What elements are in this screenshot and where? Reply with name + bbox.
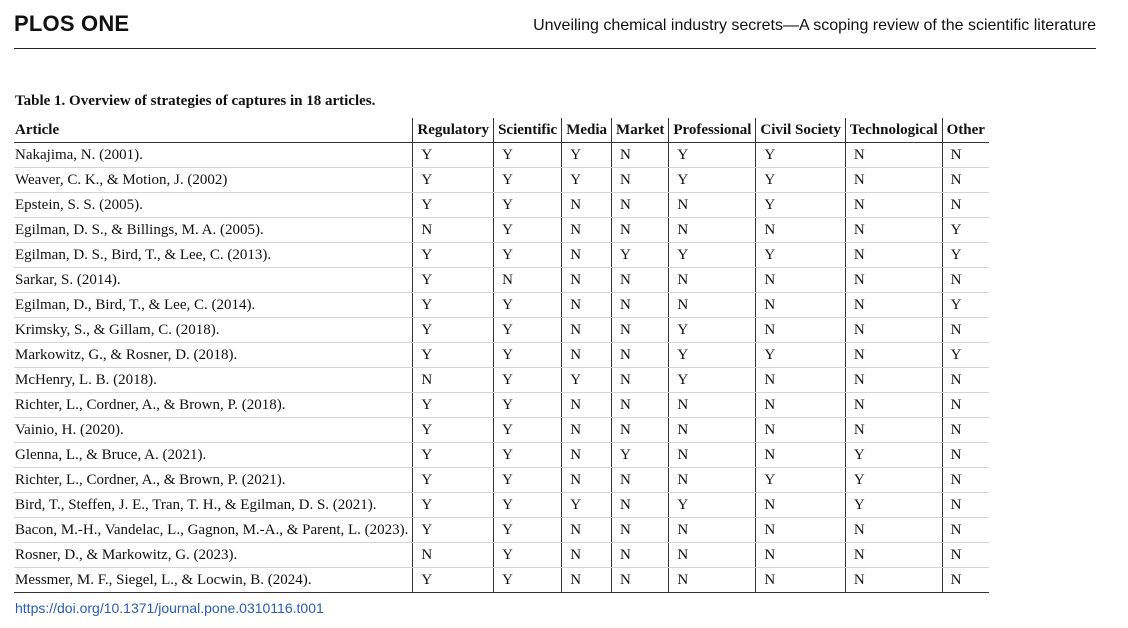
strategy-cell: Y xyxy=(494,143,562,168)
strategy-cell: Y xyxy=(669,368,756,393)
strategy-cell: N xyxy=(612,368,669,393)
strategy-cell: N xyxy=(942,143,989,168)
table-row xyxy=(14,343,989,368)
table-row xyxy=(14,143,989,168)
strategy-cell: Y xyxy=(756,468,845,493)
table-row xyxy=(14,218,989,243)
strategy-cell: N xyxy=(942,193,989,218)
table-row xyxy=(14,393,989,418)
table-row xyxy=(14,168,989,193)
strategy-cell: N xyxy=(612,143,669,168)
strategy-cell: N xyxy=(942,168,989,193)
strategy-cell: N xyxy=(756,493,845,518)
strategy-cell: N xyxy=(562,393,612,418)
strategy-cell: N xyxy=(756,318,845,343)
strategy-cell: Y xyxy=(494,443,562,468)
strategy-cell: N xyxy=(612,393,669,418)
journal-name: PLOS ONE xyxy=(14,11,130,36)
column-header-media: Media xyxy=(562,118,612,143)
strategy-cell: N xyxy=(413,368,494,393)
strategy-cell: N xyxy=(612,318,669,343)
article-cell: Krimsky, S., & Gillam, C. (2018). xyxy=(14,318,413,343)
strategy-cell: N xyxy=(562,343,612,368)
strategy-cell: Y xyxy=(494,543,562,568)
column-header-other: Other xyxy=(942,118,989,143)
strategy-cell: Y xyxy=(413,343,494,368)
strategy-cell: N xyxy=(669,543,756,568)
article-cell: Weaver, C. K., & Motion, J. (2002) xyxy=(14,168,413,193)
strategy-cell: N xyxy=(612,293,669,318)
table-row xyxy=(14,493,989,518)
article-cell: Bacon, M.-H., Vandelac, L., Gagnon, M.-A., & Parent, L. (2023). xyxy=(14,518,413,543)
table-caption: Table 1. Overview of strategies of captures in 18 articles. xyxy=(15,93,376,109)
strategy-cell: Y xyxy=(562,368,612,393)
strategy-cell: N xyxy=(942,443,989,468)
strategy-cell: N xyxy=(562,218,612,243)
strategy-cell: N xyxy=(562,193,612,218)
strategy-cell: Y xyxy=(942,243,989,268)
strategy-cell: N xyxy=(942,318,989,343)
strategy-cell: Y xyxy=(494,218,562,243)
article-cell: Richter, L., Cordner, A., & Brown, P. (2018). xyxy=(14,393,413,418)
strategy-cell: N xyxy=(669,193,756,218)
strategy-cell: Y xyxy=(413,143,494,168)
column-header-technological: Technological xyxy=(845,118,942,143)
strategy-cell: Y xyxy=(494,168,562,193)
strategy-cell: N xyxy=(669,418,756,443)
strategy-cell: N xyxy=(756,518,845,543)
strategy-cell: N xyxy=(845,543,942,568)
table-body xyxy=(14,143,989,593)
strategy-cell: N xyxy=(562,518,612,543)
strategy-cell: Y xyxy=(494,418,562,443)
column-header-civil-society: Civil Society xyxy=(756,118,845,143)
strategy-cell: Y xyxy=(413,243,494,268)
strategy-cell: N xyxy=(942,268,989,293)
strategy-cell: N xyxy=(942,468,989,493)
strategy-cell: N xyxy=(756,543,845,568)
strategy-cell: N xyxy=(669,393,756,418)
strategy-cell: N xyxy=(942,543,989,568)
article-cell: Richter, L., Cordner, A., & Brown, P. (2021). xyxy=(14,468,413,493)
table-row xyxy=(14,418,989,443)
strategy-cell: Y xyxy=(413,268,494,293)
strategy-cell: N xyxy=(612,343,669,368)
strategy-cell: N xyxy=(942,393,989,418)
article-cell: Sarkar, S. (2014). xyxy=(14,268,413,293)
strategy-cell: N xyxy=(845,518,942,543)
table-row xyxy=(14,318,989,343)
strategy-cell: N xyxy=(942,568,989,593)
article-cell: Markowitz, G., & Rosner, D. (2018). xyxy=(14,343,413,368)
strategy-cell: N xyxy=(756,293,845,318)
strategy-cell: N xyxy=(612,543,669,568)
strategy-cell: N xyxy=(756,218,845,243)
strategy-cell: Y xyxy=(756,243,845,268)
strategy-cell: N xyxy=(413,543,494,568)
strategy-cell: N xyxy=(756,443,845,468)
table-row xyxy=(14,543,989,568)
strategy-cell: N xyxy=(612,518,669,543)
strategy-cell: Y xyxy=(413,393,494,418)
strategy-cell: N xyxy=(756,368,845,393)
strategy-cell: Y xyxy=(413,418,494,443)
article-cell: Glenna, L., & Bruce, A. (2021). xyxy=(14,443,413,468)
table-row xyxy=(14,243,989,268)
strategy-cell: Y xyxy=(413,568,494,593)
strategy-cell: Y xyxy=(494,293,562,318)
strategy-cell: Y xyxy=(494,318,562,343)
strategy-cell: Y xyxy=(413,193,494,218)
strategy-cell: Y xyxy=(669,243,756,268)
strategy-cell: Y xyxy=(845,468,942,493)
table-row xyxy=(14,268,989,293)
strategy-cell: N xyxy=(669,443,756,468)
strategy-cell: Y xyxy=(413,443,494,468)
strategies-table xyxy=(14,118,989,593)
strategy-cell: N xyxy=(845,318,942,343)
table-row xyxy=(14,443,989,468)
strategy-cell: Y xyxy=(942,343,989,368)
article-cell: Rosner, D., & Markowitz, G. (2023). xyxy=(14,543,413,568)
strategy-cell: N xyxy=(845,268,942,293)
strategy-cell: N xyxy=(669,268,756,293)
running-title: Unveiling chemical industry secrets—A scoping review of the scientific literature xyxy=(533,17,1096,34)
strategy-cell: Y xyxy=(494,568,562,593)
strategy-cell: N xyxy=(562,268,612,293)
strategy-cell: N xyxy=(756,268,845,293)
strategy-cell: N xyxy=(612,193,669,218)
strategy-cell: Y xyxy=(669,343,756,368)
strategy-cell: Y xyxy=(756,193,845,218)
strategy-cell: Y xyxy=(413,518,494,543)
strategy-cell: N xyxy=(845,293,942,318)
strategy-cell: Y xyxy=(494,243,562,268)
strategy-cell: N xyxy=(494,268,562,293)
table-row xyxy=(14,518,989,543)
header-rule xyxy=(14,48,1096,49)
strategy-cell: Y xyxy=(413,468,494,493)
strategy-cell: N xyxy=(942,518,989,543)
strategy-cell: Y xyxy=(845,493,942,518)
strategy-cell: Y xyxy=(669,143,756,168)
strategy-cell: N xyxy=(845,218,942,243)
strategy-cell: Y xyxy=(413,493,494,518)
strategy-cell: Y xyxy=(494,193,562,218)
strategy-cell: N xyxy=(756,568,845,593)
strategy-cell: Y xyxy=(612,443,669,468)
strategy-cell: N xyxy=(562,418,612,443)
strategy-cell: N xyxy=(562,543,612,568)
strategy-cell: N xyxy=(612,168,669,193)
strategy-cell: N xyxy=(562,243,612,268)
strategy-cell: Y xyxy=(494,518,562,543)
article-cell: Nakajima, N. (2001). xyxy=(14,143,413,168)
strategy-cell: N xyxy=(612,418,669,443)
strategy-cell: N xyxy=(562,568,612,593)
strategy-cell: N xyxy=(612,268,669,293)
strategy-cell: N xyxy=(845,568,942,593)
strategy-cell: Y xyxy=(756,143,845,168)
strategy-cell: Y xyxy=(413,293,494,318)
strategy-cell: N xyxy=(413,218,494,243)
strategy-cell: Y xyxy=(669,493,756,518)
article-cell: Bird, T., Steffen, J. E., Tran, T. H., & Egilman, D. S. (2021). xyxy=(14,493,413,518)
strategy-cell: Y xyxy=(669,318,756,343)
strategy-cell: Y xyxy=(494,343,562,368)
strategy-cell: Y xyxy=(562,168,612,193)
strategy-cell: N xyxy=(562,318,612,343)
strategy-cell: N xyxy=(756,393,845,418)
strategy-cell: Y xyxy=(562,143,612,168)
column-header-professional: Professional xyxy=(669,118,756,143)
strategy-cell: N xyxy=(756,418,845,443)
strategy-cell: Y xyxy=(494,493,562,518)
strategy-cell: N xyxy=(669,218,756,243)
strategy-cell: Y xyxy=(562,493,612,518)
strategy-cell: Y xyxy=(413,168,494,193)
article-cell: Epstein, S. S. (2005). xyxy=(14,193,413,218)
article-cell: McHenry, L. B. (2018). xyxy=(14,368,413,393)
article-cell: Egilman, D. S., Bird, T., & Lee, C. (2013). xyxy=(14,243,413,268)
strategy-cell: Y xyxy=(669,168,756,193)
table-row xyxy=(14,468,989,493)
strategy-cell: N xyxy=(612,218,669,243)
strategy-cell: N xyxy=(942,368,989,393)
strategy-cell: Y xyxy=(942,293,989,318)
doi-link[interactable]: https://doi.org/10.1371/journal.pone.0310116.t001 xyxy=(15,600,324,616)
strategy-cell: Y xyxy=(942,218,989,243)
strategy-cell: Y xyxy=(413,318,494,343)
strategy-cell: N xyxy=(612,493,669,518)
strategy-cell: N xyxy=(562,293,612,318)
strategy-cell: N xyxy=(669,568,756,593)
strategy-cell: Y xyxy=(756,343,845,368)
table-row xyxy=(14,568,989,593)
strategy-cell: N xyxy=(942,493,989,518)
strategy-cell: N xyxy=(845,243,942,268)
strategy-cell: Y xyxy=(845,443,942,468)
strategy-cell: N xyxy=(562,468,612,493)
strategy-cell: N xyxy=(669,518,756,543)
strategy-cell: N xyxy=(845,193,942,218)
column-header-scientific: Scientific xyxy=(494,118,562,143)
table-header-row xyxy=(14,118,989,143)
strategy-cell: Y xyxy=(756,168,845,193)
column-header-regulatory: Regulatory xyxy=(413,118,494,143)
strategy-cell: N xyxy=(845,143,942,168)
strategy-cell: Y xyxy=(494,368,562,393)
strategy-cell: N xyxy=(669,293,756,318)
table-row xyxy=(14,293,989,318)
strategy-cell: N xyxy=(845,393,942,418)
table-row xyxy=(14,193,989,218)
article-cell: Egilman, D., Bird, T., & Lee, C. (2014). xyxy=(14,293,413,318)
strategy-cell: N xyxy=(845,168,942,193)
article-cell: Egilman, D. S., & Billings, M. A. (2005). xyxy=(14,218,413,243)
strategy-cell: N xyxy=(612,468,669,493)
strategy-cell: N xyxy=(942,418,989,443)
strategy-cell: N xyxy=(845,343,942,368)
strategy-cell: Y xyxy=(494,393,562,418)
strategy-cell: Y xyxy=(612,243,669,268)
strategy-cell: N xyxy=(612,568,669,593)
strategy-cell: N xyxy=(562,443,612,468)
strategy-cell: N xyxy=(669,468,756,493)
article-cell: Messmer, M. F., Siegel, L., & Locwin, B. (2024). xyxy=(14,568,413,593)
column-header-article: Article xyxy=(14,118,413,143)
strategy-cell: N xyxy=(845,368,942,393)
strategy-cell: Y xyxy=(494,468,562,493)
article-cell: Vainio, H. (2020). xyxy=(14,418,413,443)
strategy-cell: N xyxy=(845,418,942,443)
table-row xyxy=(14,368,989,393)
column-header-market: Market xyxy=(612,118,669,143)
